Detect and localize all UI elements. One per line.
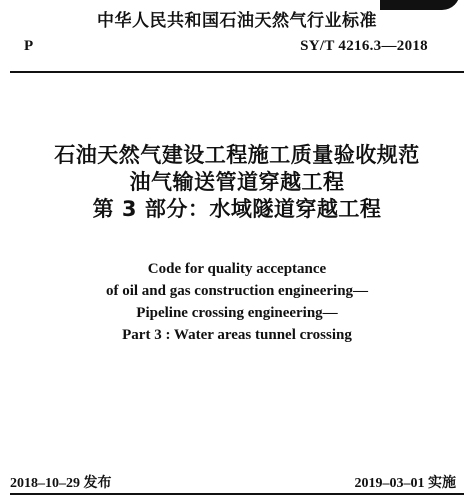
english-title-line-4: Part 3 : Water areas tunnel crossing <box>122 327 352 343</box>
footer-divider <box>10 493 464 495</box>
issuing-authority-title: 中华人民共和国石油天然气行业标准 <box>97 11 377 31</box>
implement-date: 2019–03–01 实施 <box>354 476 456 491</box>
english-title-line-2: of oil and gas construction engineering— <box>105 283 369 299</box>
publish-date: 2018–10–29 发布 <box>10 476 112 491</box>
english-title-line-1: Code for quality acceptance <box>147 261 327 277</box>
english-title <box>0 258 474 346</box>
chinese-title <box>0 142 474 223</box>
chinese-title-line-3: 第 3 部分：水域隧道穿越工程 <box>92 197 382 221</box>
standard-number: SY/T 4216.3—2018 <box>300 38 428 54</box>
chinese-title-line-1: 石油天然气建设工程施工质量验收规范 <box>54 143 420 167</box>
english-title-line-3: Pipeline crossing engineering— <box>136 305 338 321</box>
header-divider <box>10 71 464 73</box>
chinese-title-line-2: 油气输送管道穿越工程 <box>129 170 345 194</box>
classification-code: P <box>24 38 34 54</box>
